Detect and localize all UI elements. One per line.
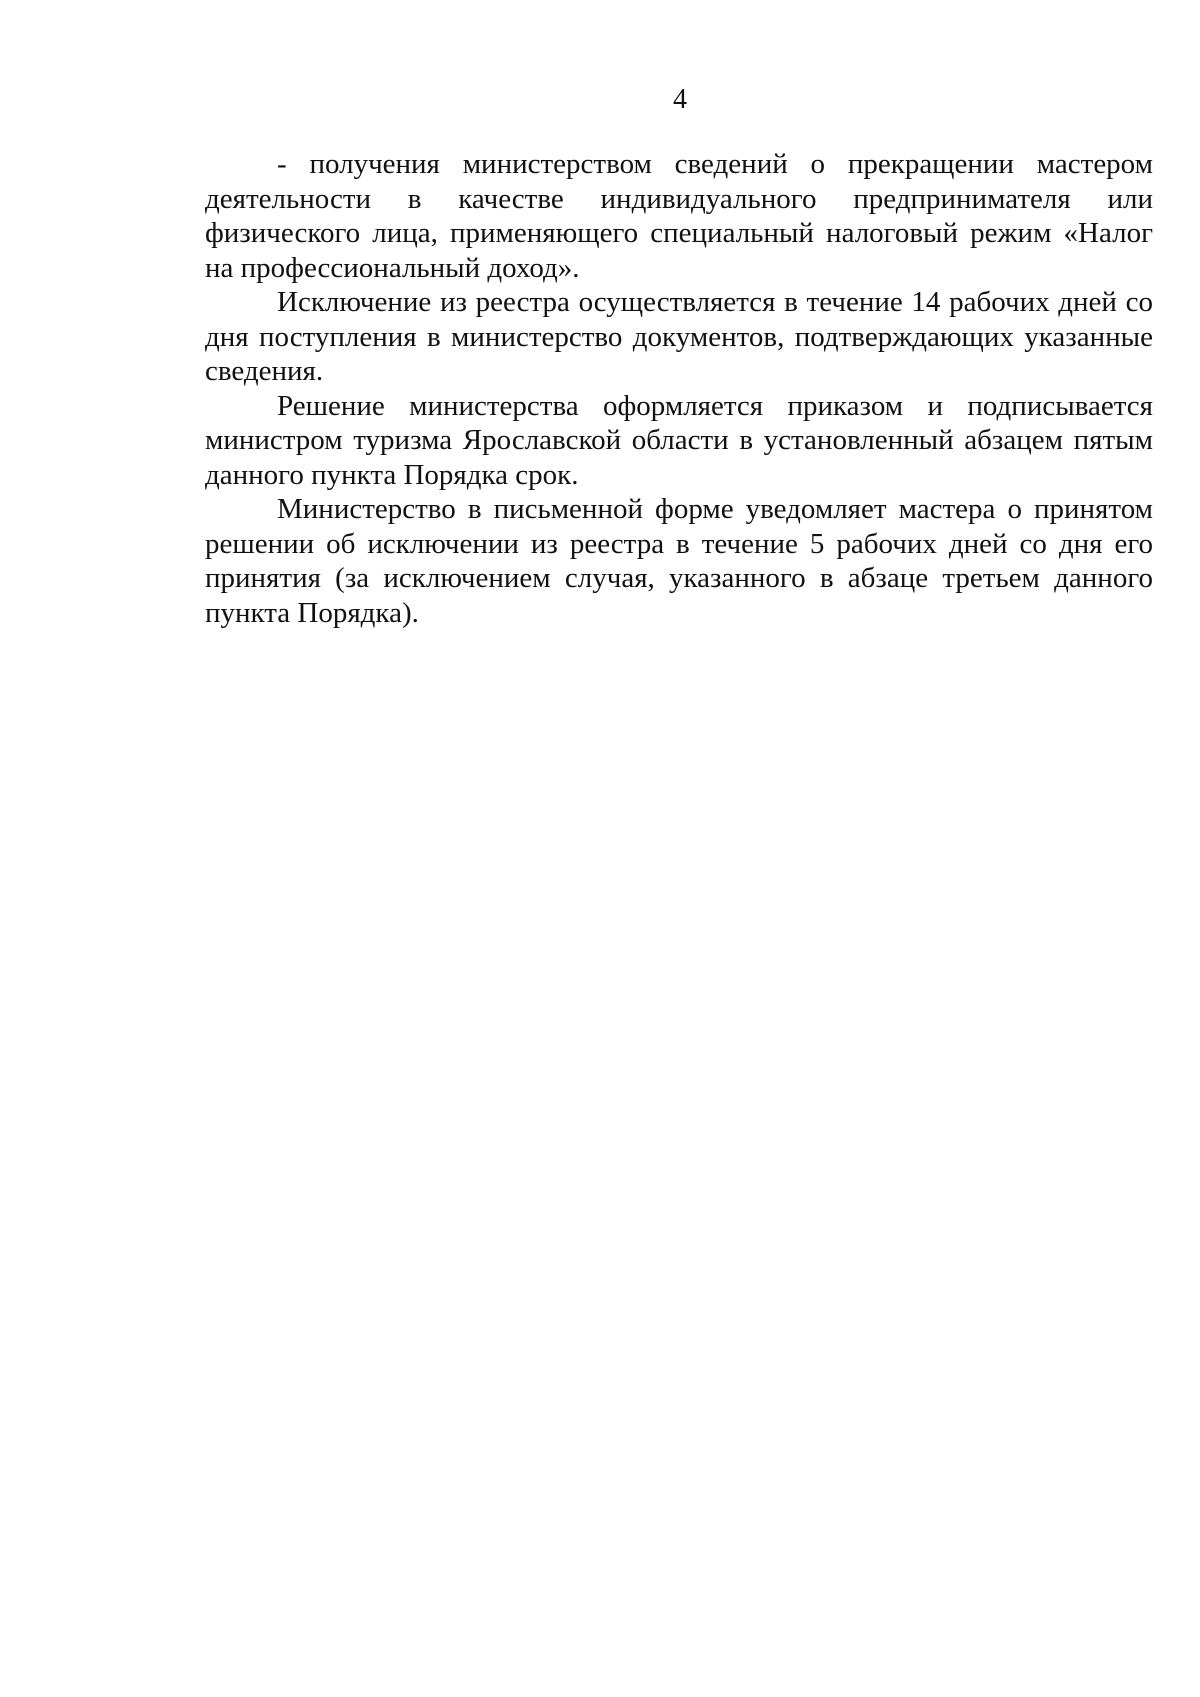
paragraph-ministry-decision: Решение министерства оформляется приказом и подписывается министром туризма Ярославской области в установленный абзацем пятым данного пункта Порядка срок. [205, 389, 1153, 491]
page-number: 4 [673, 84, 687, 115]
paragraph-notification: Министерство в письменной форме уведомляет мастера о принятом решении об исключении из реестра в течение 5 рабочих дней со дня его принятия (за исключением случая, указанного в абзаце третьем данного пункта Порядка). [205, 493, 1153, 629]
document-body [205, 147, 1153, 630]
paragraph-termination-info: - получения министерством сведений о прекращении мастером деятельности в качестве индивидуального предпринимателя или физического лица, применяющего специальный налоговый режим «Налог на профессиональный доход». [205, 148, 1153, 284]
paragraph-exclusion-term: Исключение из реестра осуществляется в течение 14 рабочих дней со дня поступления в министерство документов, подтверждающих указанные сведения. [205, 286, 1153, 387]
